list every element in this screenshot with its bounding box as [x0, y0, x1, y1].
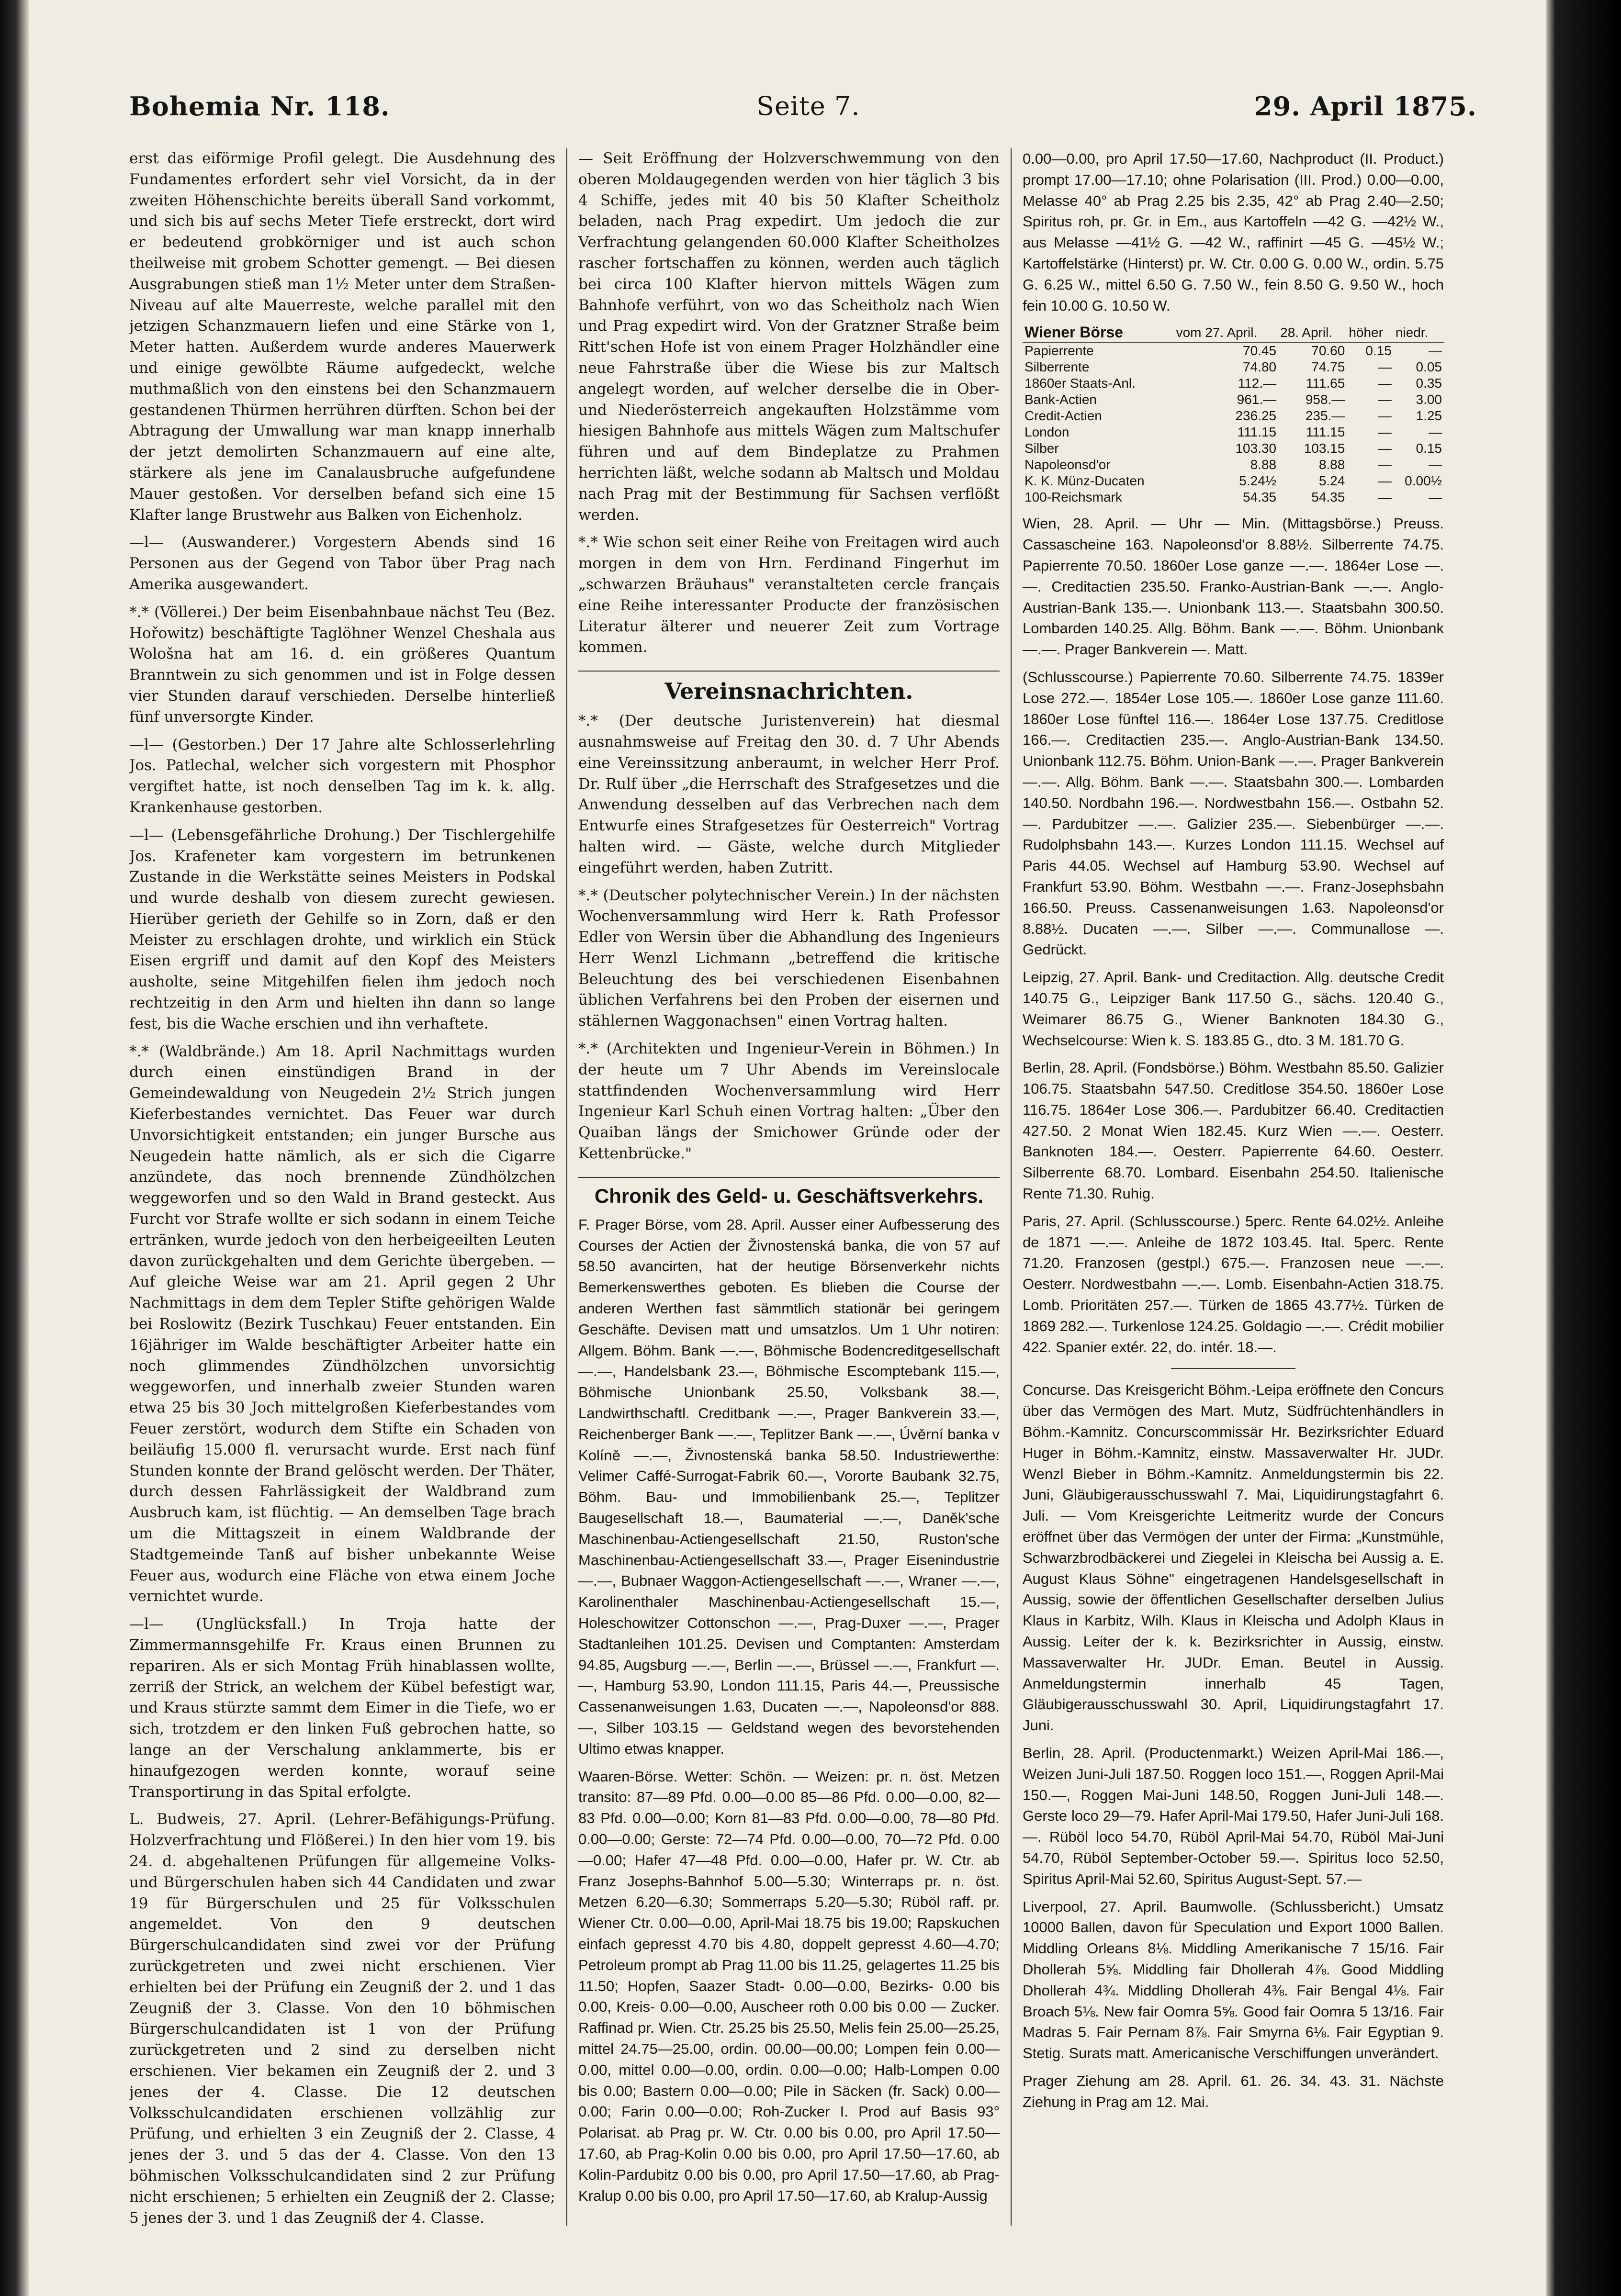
price-cell: — [1378, 473, 1392, 489]
price-cell: 235.— [1305, 408, 1345, 424]
article-paragraph: 0.00—0.00, pro April 17.50—17.60, Nachproduct (II. Product.) prompt 17.00—17.10; ohne Polarisation (III. Prod.) 0.00—0.00, Melasse 40° ab Prag 2.25 bis 2.35, 42° ab Prag 2.40—2.50; Spiritus roh, pr. Gr. in Em., aus Kartoffeln —42 G. —42½ W., aus Melasse —41½ G. —42 W., raffinirt —45 G. —45½ W.; Kartoffelstärke (Hinterst) pr. W. Ctr. 0.00 G. 0.00 W., ordin. 5.75 G. 6.25 W., mittel 6.50 G. 7.50 W., fein 8.50 G. 9.50 W., hoch fein 10.00 G. 10.50 W. [1023, 150, 1444, 314]
price-cell: 8.88 [1250, 457, 1277, 472]
article-paragraph: *.* (Architekten und Ingenieur-Verein in Böhmen.) In der heute um 7 Uhr Abends im Vereinslocale stattfindenden Wochenversammlung wird Herr Ingenieur Karl Schuh einen Vortrag halten: „Über den Quaiban längs der Smichower Gründe oder der Kettenbrücke." [578, 1040, 1000, 1163]
column-2 [578, 148, 1000, 2226]
price-cell: — [1378, 408, 1392, 424]
scanner-edge [1546, 0, 1621, 2296]
article-paragraph: (Schlusscourse.) Papierrente 70.60. Silberrente 74.75. 1839er Lose 272.—. 1854er Lose 105.—. 1860er Lose ganze 111.60. 1860er Lose fünftel 116.—. 1864er Lose 137.75. Creditlose 166.—. Creditactien 235.—. Anglo-Austrian-Bank 134.50. Unionbank 112.75. Böhm. Union-Bank —.—. Prager Bankverein —.—. Allg. Böhm. Bank —.—. Staatsbahn 300.—. Lombarden 140.50. Nordbahn 196.—. Nordwestbahn 156.—. Ostbahn 52.—. Pardubitzer —.—. Galizier 235.—. Siebenbürger —.—. Rudolphsbahn 143.—. Kurzes London 111.15. Wechsel auf Paris 44.05. Wechsel auf Hamburg 53.90. Wechsel auf Frankfurt 53.90. Böhm. Westbahn —.—. Franz-Josephsbahn 166.50. Preuss. Cassenanweisungen 1.63. Napoleonsd'or 8.88½. Ducaten —.—. Silber —.—. Communallose —. Gedrückt. [1023, 668, 1444, 958]
article-paragraph: Berlin, 28. April. (Fondsbörse.) Böhm. Westbahn 85.50. Galizier 106.75. Staatsbahn 547.50. Creditlose 354.50. 1860er Lose 116.75. 1864er Lose 306.—. Pardubitzer 66.40. Creditactien 427.50. 2 Monat Wien 182.45. Kurz Wien —.—. Oesterr. Banknoten 184.—. Oesterr. Papierrente 64.60. Oesterr. Silberrente 68.70. Lombard. Eisenbahn 254.50. Italienische Rente 71.30. Ruhig. [1023, 1059, 1444, 1202]
article-paragraph: Berlin, 28. April. (Productenmarkt.) Weizen April-Mai 186.—, Weizen Juni-Juli 187.50. Roggen loco 151.—, Roggen April-Mai 150.—, Roggen Mai-Juni 148.50, Roggen Juni-Juli 148.—. Gerste loco 29—79. Hafer April-Mai 179.50, Hafer Juni-Juli 168.—. Rüböl loco 54.70, Rüböl April-Mai 54.70, Rüböl Mai-Juni 54.70, Rüböl September-October 59.—. Spiritus loco 52.50, Spiritus April-Mai 52.60, Spiritus August-Sept. 57.— [1023, 1745, 1444, 1887]
running-head-right: 29. April 1875. [1254, 91, 1477, 122]
price-cell: 0.05 [1416, 359, 1442, 375]
column-3 [1023, 148, 1444, 2226]
price-cell: — [1378, 359, 1392, 375]
price-cell: — [1429, 457, 1442, 472]
price-cell: 103.15 [1304, 441, 1345, 456]
price-cell: 111.15 [1237, 425, 1277, 440]
security-name-cell: Credit-Actien [1024, 408, 1102, 424]
article-paragraph: F. Prager Börse, vom 28. April. Ausser einer Aufbesserung des Courses der Actien der Živnostenská banka, die von 57 auf 58.50 avancirten, hat der heutige Börsenverkehr nichts Bemerkenswerthes geboten. Es blieben die Course der anderen Werthen fast sämmtlich stationär bei geringem Geschäfte. Devisen matt und umsatzlos. Um 1 Uhr notiren: Allgem. Böhm. Bank —.—, Böhmische Bodencreditgesellschaft —.—, Handelsbank 23.—, Böhmische Escomptebank 115.—, Böhmische Unionbank 25.50, Volksbank 38.—, Landwirthschaftl. Creditbank —.—, Prager Bankverein 33.—, Reichenberger Bank —.—, Teplitzer Bank —.—, Úvěrní banka v Kolíně —.—, Živnostenská banka 58.50. Industriewerthe: Velimer Caffé-Surrogat-Fabrik 60.—, Vororte Baubank 32.75, Böhm. Bau- und Immobilienbank 25.—, Teplitzer Baugesellschaft 18.—, Baumaterial —.—, Daněk'sche Maschinenbau-Actiengesellschaft 21.50, Ruston'sche Maschinenbau-Actiengesellschaft 33.—, Prager Eisenindustrie —.—, Bubnaer Waggon-Actiengesellschaft —.—, Wraner —.—, Karolinenthaler Maschinenbau-Actiengesellschaft 15.—, Holeschowitzer Cottonschon —.—, Prag-Duxer —.—, Prager Stadtanleihen 101.25. Devisen und Comptanten: Amsterdam 94.85, Augsburg —.—, Berlin —.—, Brüssel —.—, Frankfurt —.—, Hamburg 53.90, London 111.15, Paris 44.—, Preussische Cassenanweisungen 1.63, Ducaten —.—, Napoleonsd'or 888.—, Silber 103.15 — Geldstand wegen des bevorstehenden Ultimo etwas knapper. [578, 1216, 1000, 1757]
price-cell: 54.35 [1243, 490, 1277, 505]
price-cell: 236.25 [1235, 408, 1277, 424]
article-paragraph: Leipzig, 27. April. Bank- und Creditaction. Allg. deutsche Credit 140.75 G., Leipziger Bank 117.50 G., sächs. 120.40 G., Weimarer 86.75 G., Wiener Banknoten 184.30 G., Wechselcourse: Wien k. S. 183.85 G., dto. 3 M. 181.70 G. [1023, 969, 1444, 1049]
table-row [1023, 359, 1444, 375]
price-cell: 74.80 [1243, 359, 1277, 375]
article-paragraph: Prager Ziehung am 28. April. 61. 26. 34. 43. 31. Nächste Ziehung in Prag am 12. Mai. [1023, 2072, 1444, 2110]
divider [1171, 1368, 1295, 1369]
price-cell: 0.00½ [1405, 473, 1442, 489]
newspaper-page [29, 0, 1546, 2296]
price-cell: 958.— [1305, 392, 1345, 407]
article-paragraph: erst das eiförmige Profil gelegt. Die Ausdehnung des Fundamentes erfordert sehr viel Vorsicht, da in der zweiten Höhenschichte bereits überall Sand vorkommt, und sich bis auf sechs Meter Tiefe erstreckt, dort wird er bedeutend grobkörniger und ist auch schon theilweise mit grobem Schotter gemengt. — Bei diesen Ausgrabungen stieß man 1½ Meter unter dem Straßen-Niveau auf alte Mauerreste, welche parallel mit den jetzigen Schanzmauern liefen und eine Stärke von 1, Meter hatten. Außerdem wurde anderes Mauerwerk und einige gewölbte Räume aufgedeckt, welche muthmaßlich von den einstens bei den Schanzmauern gestandenen Thürmen herrühren dürften. Schon bei der Abtragung der Umwallung war man knapp innerhalb der jetzt demolirten Schanzmauern auf eine alte, stärkere als jene im Canalausbruche aufgefundene Mauer gestoßen. Vor derselben befand sich eine 15 Klafter lange Brustwehr aus Balken von Eichenholz. [129, 150, 555, 524]
article-paragraph: —l— (Gestorben.) Der 17 Jahre alte Schlosserlehrling Jos. Patlechal, welcher sich vorgestern mit Phosphor vergiftet hatte, ist noch denselben Tag im k. k. allg. Krankenhause gestorben. [129, 736, 555, 816]
price-cell: 0.35 [1416, 376, 1442, 391]
price-cell: — [1429, 343, 1442, 358]
price-cell: 103.30 [1235, 441, 1277, 456]
article-paragraph: *.* (Der deutsche Juristenverein) hat diesmal ausnahmsweise auf Freitag den 30. d. 7 Uhr Abends eine Vereinssitzung anberaumt, in welcher Herr Prof. Dr. Rulf über „die Herrschaft des Strafgesetzes und die Anwendung desselben auf das Verbrechen nach dem Entwurfe eines Strafgesetzes für Oesterreich" Vortrag halten wird. — Gäste, welche durch Mitglieder eingeführt werden, haben Zutritt. [578, 712, 1000, 876]
article-paragraph: Paris, 27. April. (Schlusscourse.) 5perc. Rente 64.02½. Anleihe de 1871 —.—. Anleihe de 1872 103.45. Ital. 5perc. Rente 71.20. Franzosen (gestpl.) 675.—. Franzosen neue —.—. Oesterr. Nordwestbahn —.—. Lomb. Eisenbahn-Actien 318.75. Lomb. Prioritäten 257.—. Türken de 1865 43.77½. Türken de 1869 282.—. Turkenlose 124.25. Goldagio —.—. Crédit mobilier 422. Spanier extér. 22, do. intér. 18.—. [1023, 1212, 1444, 1355]
price-cell: 0.15 [1416, 441, 1442, 456]
security-name-cell: 1860er Staats-Anl. [1024, 376, 1136, 391]
column-header: höher [1347, 323, 1394, 343]
article-paragraph: Wien, 28. April. — Uhr — Min. (Mittagsbörse.) Preuss. Cassascheine 163. Napoleonsd'or 8.88½. Silberrente 74.75. Papierrente 70.50. 1860er Lose ganze —.—. 1864er Lose —.—. Creditactien 235.50. Franko-Austrian-Bank —.—. Anglo-Austrian-Bank 135.—. Unionbank 113.—. Staatsbahn 300.50. Lombarden 140.25. Allg. Böhm. Bank —.—. Böhm. Unionbank —.—. Prager Bankverein —. Matt. [1023, 515, 1444, 658]
table-row [1023, 489, 1444, 505]
article-paragraph: Concurse. Das Kreisgericht Böhm.-Leipa eröffnete den Concurs über das Vermögen des Mart. Mutz, Südfrüchtenhändlers in Böhm.-Kamnitz. Concurscommissär Hr. Bezirksrichter Eduard Huger in Böhm.-Kamnitz, einstw. Massaverwalter Hr. JUDr. Wenzl Bieber in Böhm.-Kamnitz. Anmeldungstermin bis 22. Juni, Gläubigerausschusswahl 7. Mai, Liquidirungstagfahrt 6. Juli. — Vom Kreisgerichte Leitmeritz wurde der Concurs eröffnet über das Vermögen der unter der Firma: „Kunstmühle, Schwarzbrodbäckerei und Ziegelei in Kleischa bei Aussig a. E. August Klaus Söhne" eingetragenen Handelsgesellschaft in Aussig, sowie der öffentlichen Gesellschafter derselben Julius Klaus in Karbitz, Wilh. Klaus in Kleischa und Adolph Klaus in Aussig. Leiter der k. k. Bezirksrichter in Aussig, einstw. Massaverwalter Hr. JUDr. Eman. Beutel in Aussig. Anmeldungstermin innerhalb 45 Tagen, Gläubigerausschusswahl 30. April, Liquidirungstagfahrt 17. Juni. [1023, 1381, 1444, 1734]
price-cell: — [1378, 441, 1392, 456]
price-cell: 70.60 [1311, 343, 1345, 358]
article-paragraph: Liverpool, 27. April. Baumwolle. (Schlussbericht.) Umsatz 10000 Ballen, davon für Speculation und Export 1000 Ballen. Middling Orleans 8⅛. Middling Amerikanische 7 15/16. Fair Dhollerah 5⅝. Middling fair Dhollerah 4⅞. Good Middling Dhollerah 4¾. Middling Dhollerah 4⅜. Fair Bengal 4⅛. Fair Broach 5⅛. New fair Oomra 5⅝. Good fair Oomra 5 13/16. Fair Madras 5. Fair Pernam 8⅞. Fair Smyrna 6⅛. Fair Egyptian 9. Stetig. Surats matt. Americanische Verschiffungen unverändert. [1023, 1898, 1444, 2062]
security-name-cell: London [1024, 425, 1069, 440]
table-row [1023, 392, 1444, 408]
price-cell: — [1429, 425, 1442, 440]
security-name-cell: 100-Reichsmark [1024, 490, 1122, 505]
article-paragraph: —l— (Unglücksfall.) In Troja hatte der Zimmermannsgehilfe Fr. Kraus einen Brunnen zu repariren. Als er sich Montag Früh hinablassen wollte, zerriß der Strick, an welchem der Kübel befestigt war, und Kraus stürzte sammt dem Eimer in die Tiefe, wo er sich, trotzdem er den linken Fuß gebrochen hatte, so lange an der Verschalung anklammerte, bis er hinaufgezogen werden konnte, worauf seine Transportirung in das Spital erfolgte. [129, 1615, 555, 1801]
security-name-cell: Napoleonsd'or [1024, 457, 1111, 472]
table-row [1023, 457, 1444, 473]
article-paragraph: —l— (Lebensgefährliche Drohung.) Der Tischlergehilfe Jos. Krafeneter kam vorgestern im betrunkenen Zustande in die Werkstätte seines Meisters in Podskal und wurde deshalb von diesem zurecht gewiesen. Hierüber gerieth der Gehilfe so in Zorn, daß er den Meister zu erschlagen drohte, und wirklich ein Stück Eisen ergriff und damit auf den Kopf des Meisters ausholte, seine Mitgehilfen fielen ihm jedoch noch rechtzeitig in den Arm und hielten ihn dann so lange fest, bis die Wache erschien und ihn verhaftete. [129, 826, 555, 1032]
table-row [1023, 375, 1444, 392]
table-row [1023, 440, 1444, 457]
article-paragraph: L. Budweis, 27. April. (Lehrer-Befähigungs-Prüfung. Holzverfrachtung und Flößerei.) In den hier vom 19. bis 24. d. abgehaltenen Prüfungen für allgemeine Volks- und Bürgerschulen haben sich 44 Candidaten und zwar 19 für Bürgerschulen und 25 für Volksschulen angemeldet. Von den 9 deutschen Bürgerschulcandidaten sind zwei vor der Prüfung zurückgetreten und zwei nicht erschienen. Vier erhielten bei der Prüfung ein Zeugniß der 2. und 1 das Zeugniß der 3. Classe. Von den 10 böhmischen Bürgerschulcandidaten ist 1 von der Prüfung zurückgetreten und 2 sind zu derselben nicht erschienen. Vier bekamen ein Zeugniß der 2. und 3 jenes der 4. Classe. Die 12 deutschen Volksschulcandidaten erschienen vollzählig zur Prüfung, und erhielten 3 ein Zeugniß der 2. Classe, 4 jenes der 3. und 5 das der 4. Classe. Von den 13 böhmischen Volksschulcandidaten sind 2 zur Prüfung nicht erschienen; 5 erhielten ein Zeugniß der 2. Classe; 5 jenes der 3. und 1 das Zeugniß der 4. Classe. [129, 1811, 555, 2226]
running-head-left: Bohemia Nr. 118. [129, 91, 390, 122]
article-paragraph: *.* (Waldbrände.) Am 18. April Nachmittags wurden durch einen einstündigen Brand in der Gemeindewaldung von Neugedein 2½ Strich jungen Kieferbestandes vernichtet. Das Feuer war durch Unvorsichtigkeit entstanden; ein junger Bursche aus Neugedein hatte nämlich, als er sich die Cigarre anzündete, das noch brennende Zündhölzchen weggeworfen und so den Wald in Brand gesteckt. Aus Furcht vor Strafe wollte er sich sodann in einem Teiche ertränken, wurde jedoch von den herbeigeeilten Leuten davon zurückgehalten und dem Gerichte übergeben. — Auf gleiche Weise war am 21. April gegen 2 Uhr Nachmittags in dem dem Tepler Stifte gehörigen Walde bei Roslowitz (Bezirk Tuschkau) Feuer entstanden. Ein 16jähriger im Walde beschäftigter Arbeiter hatte ein noch glimmendes Zündhölzchen unvorsichtig weggeworfen, und innerhalb zweier Stunden waren etwa 25 bis 30 Joch mittelgroßen Kieferbestandes vom Feuer zerstört, wodurch dem Stifte ein Schaden von beiläufig 15.000 fl. verursacht wurde. Erst nach fünf Stunden konnte der Brand gelöscht werden. Der Thäter, durch dessen Fahrlässigkeit der Waldbrand zum Ausbruch kam, ist flüchtig. — An demselben Tage brach um die Mittagszeit in einem Waldbrande der Stadtgemeinde Tanß auf bisher unbekannte Weise Feuer aus, wodurch eine Fläche von etwa einem Joche vernichtet wurde. [129, 1042, 555, 1605]
article-paragraph: —l— (Auswanderer.) Vorgestern Abends sind 16 Personen aus der Gegend von Tabor über Prag nach Amerika ausgewandert. [129, 534, 555, 593]
article-paragraph: *.* (Völlerei.) Der beim Eisenbahnbaue nächst Teu (Bez. Hořowitz) beschäftigte Taglöhner Wenzel Cheshala aus Wološna hat am 16. d. ein größeres Quantum Branntwein zu sich genommen und ist in Folge dessen vier Stunden darauf verschieden. Derselbe hinterließ fünf unversorgte Kinder. [129, 603, 555, 726]
price-cell: 111.15 [1306, 425, 1345, 440]
price-cell: — [1378, 376, 1392, 391]
price-cell: 70.45 [1243, 343, 1277, 358]
column-rule-1 [566, 148, 567, 2226]
price-cell: 5.24½ [1239, 473, 1277, 489]
security-name-cell: Bank-Actien [1024, 392, 1097, 407]
price-cell: 3.00 [1416, 392, 1442, 407]
table-row [1023, 343, 1444, 359]
table-header-row [1023, 323, 1444, 343]
price-cell: 111.65 [1306, 376, 1345, 391]
wiener-boerse-table [1023, 323, 1444, 505]
table-row [1023, 473, 1444, 489]
article-paragraph: *.* Wie schon seit einer Reihe von Freitagen wird auch morgen in dem von Hrn. Ferdinand Fingerhut im „schwarzen Bräuhaus" veranstalteten cercle français eine Reihe interessanter Producte der französischen Literatur älterer und neuerer Zeit zum Vortrage kommen. [578, 534, 1000, 656]
security-name-cell: K. K. Münz-Ducaten [1024, 473, 1145, 489]
price-cell: 1.25 [1416, 408, 1442, 424]
price-cell: 0.15 [1365, 343, 1392, 358]
price-cell: 54.35 [1311, 490, 1345, 505]
security-name-cell: Papierrente [1024, 343, 1094, 358]
price-cell: — [1378, 392, 1392, 407]
running-head-center: Seite 7. [756, 91, 860, 121]
article-paragraph: *.* (Deutscher polytechnischer Verein.) In der nächsten Wochenversammlung wird Herr k. Rath Professor Edler von Wersin über die Abhandlung des Ingenieurs Herr Wenzl Lichmann „betreffend die kritische Beleuchtung des bei verschiedenen Eisenbahnen üblichen Verfahrens bei den Proben der eisernen und stählernen Waggonachsen" einen Vortrag halten. [578, 886, 1000, 1030]
section-title-chronik: Chronik des Geld- u. Geschäftsverkehrs. [578, 1177, 1000, 1208]
price-cell: — [1378, 425, 1392, 440]
article-paragraph: — Seit Eröffnung der Holzverschwemmung von den oberen Moldaugegenden werden von hier täglich 3 bis 4 Schiffe, jedes mit 40 bis 50 Klafter Scheitholz beladen, nach Prag expedirt. Um jedoch die zur Verfrachtung gelangenden 60.000 Klafter Scheitholzes rascher fortschaffen zu können, werden auch täglich bei circa 100 Klafter hiervon mittels Wägen zum Bahnhofe verführt, von wo das Scheitholz nach Wien und Prag expedirt wird. Von der Gratzner Straße beim Ritt'schen Hofe ist von einem Prager Holzhändler eine neue Fahrstraße über die Wiese bis zur Maltsch angelegt worden, auf welcher derselbe die in Ober- und Niederösterreich angekauften Holzstämme vom hiesigen Bahnhofe aus mittels Wägen zum Maltschufer führen und auf dem Bindeplatze zu Prahmen herrichten läßt, welche sodann ab Maltsch und Moldau nach Prag mit der Bestimmung für Sachsen verflößt werden. [578, 150, 1000, 524]
column-1 [129, 148, 555, 2226]
price-cell: — [1378, 490, 1392, 505]
price-cell: — [1378, 457, 1392, 472]
book-spine-shadow [0, 0, 29, 2296]
column-header: vom 27. April. [1174, 323, 1279, 343]
column-header: niedr. [1394, 323, 1444, 343]
price-cell: 961.— [1237, 392, 1277, 407]
article-paragraph: Waaren-Börse. Wetter: Schön. — Weizen: pr. n. öst. Metzen transito: 87—89 Pfd. 0.00—0.00 85—86 Pfd. 0.00—0.00, 82—83 Pfd. 0.00—0.00; Korn 81—83 Pfd. 0.00—0.00, 78—80 Pfd. 0.00—0.00; Gerste: 72—74 Pfd. 0.00—0.00, 70—72 Pfd. 0.00—0.00; Hafer 47—48 Pfd. 0.00—0.00, Hafer pr. W. Ctr. ab Franz Josephs-Bahnhof 5.00—5.30; Winterraps pr. n. öst. Metzen 6.20—6.30; Sommerraps 5.20—5.30; Rüböl raff. pr. Wiener Ctr. 0.00—0.00, April-Mai 18.75 bis 19.00; Rapskuchen einfach gepresst 4.70 bis 4.80, doppelt gepresst 4.60—4.70; Petroleum prompt ab Prag 11.00 bis 11.25, gelagertes 11.25 bis 11.50; Hopfen, Saazer Stadt- 0.00—0.00, Bezirks- 0.00 bis 0.00, Kreis- 0.00—0.00, Auscheer roth 0.00 bis 0.00 — Zucker. Raffinad pr. Wien. Ctr. 25.25 bis 25.50, Melis fein 25.00—25.25, mittel 24.75—25.00, ordin. 00.00—00.00; Lompen fein 0.00—0.00, mittel 0.00—0.00, ordin. 0.00—0.00; Halb-Lompen 0.00 bis 0.00; Bastern 0.00—0.00; Pile in Säcken (fr. Sack) 0.00—0.00; Farin 0.00—0.00; Roh-Zucker I. Prod auf Basis 93° Polarisat. ab Prag pr. W. Ctr. 0.00 bis 0.00, pro April 17.50—17.60, ab Prag-Kolin 0.00 bis 0.00, pro April 17.50—17.60, ab Kolin-Pardubitz 0.00 bis 0.00, pro April 17.50—17.60, ab Prag-Kralup 0.00 bis 0.00, pro April 17.50—17.60, ab Kralup-Aussig [578, 1768, 1000, 2204]
price-cell: 5.24 [1318, 473, 1345, 489]
price-cell: 8.88 [1318, 457, 1345, 472]
section-title-vereinsnachrichten: Vereinsnachrichten. [578, 671, 1000, 704]
security-name-cell: Silberrente [1024, 359, 1090, 375]
price-cell: 74.75 [1311, 359, 1345, 375]
column-rule-2 [1011, 148, 1012, 2226]
security-name-cell: Silber [1024, 441, 1059, 456]
table-row [1023, 424, 1444, 440]
table-title: Wiener Börse [1023, 323, 1174, 343]
price-cell: — [1429, 490, 1442, 505]
table-row [1023, 408, 1444, 424]
price-cell: 112.— [1238, 376, 1277, 391]
column-header: 28. April. [1278, 323, 1347, 343]
